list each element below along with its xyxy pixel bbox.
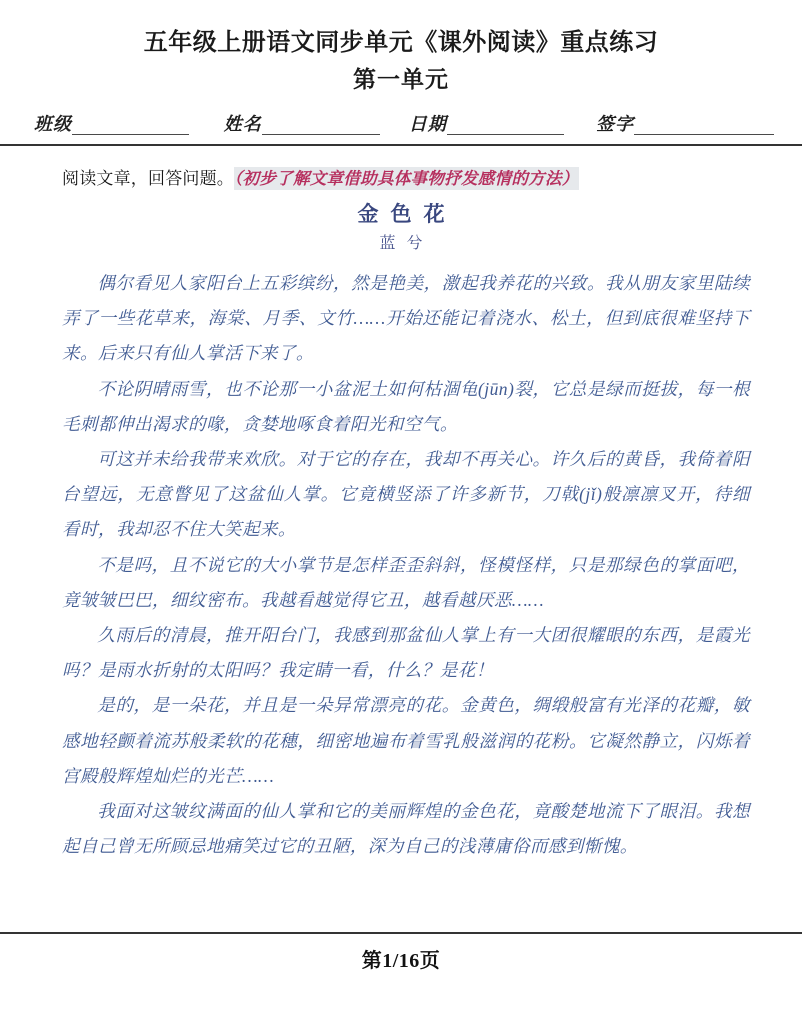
title-block [0,0,802,96]
footer-divider [0,932,802,934]
article-paragraph: 是的，是一朵花，并且是一朵异常漂亮的花。金黄色，绸缎般富有光泽的花瓣，敏感地轻颤着流苏般柔软的花穗，细密地遍布着雪乳般滋润的花粉。它凝然静立，闪烁着宫殿般辉煌灿烂的光芒…… [62,695,750,786]
header-fields-row [0,113,802,135]
field-date-label: 日期 [408,114,447,134]
field-class-label: 班级 [34,114,72,134]
page-number: 第1/16页 [361,950,441,972]
field-signature-input[interactable] [634,117,774,135]
field-signature[interactable] [596,113,774,135]
article-paragraph: 可这并未给我带来欢欣。对于它的存在，我却不再关心。许久后的黄昏，我倚着阳台望远，无意瞥见了这盆仙人掌。它竟横竖添了许多新节，刀戟(jǐ)般凛凛叉开，待细看时，我却忍不住大笑起来。 [62,449,750,540]
field-date-input[interactable] [447,117,564,135]
instruction-line [0,164,802,189]
field-name-label: 姓名 [223,114,262,134]
article-author: 蓝兮 [379,235,434,252]
page-subtitle: 第一单元 [353,67,449,92]
article-title: 金色花 [357,202,457,226]
article-body [0,266,802,864]
instruction-text: 阅读文章，回答问题。 [62,169,234,188]
article-paragraph: 偶尔看见人家阳台上五彩缤纷，然是艳美，激起我养花的兴致。我从朋友家里陆续弄了一些花草来，海棠、月季、文竹……开始还能记着浇水、松土，但到底很难坚持下来。后来只有仙人掌活下来了。 [62,273,750,364]
field-class[interactable] [34,113,189,135]
article-paragraph: 久雨后的清晨，推开阳台门，我感到那盆仙人掌上有一大团很耀眼的东西，是霞光吗？是雨水折射的太阳吗？我定睛一看，什么？是花！ [62,625,750,681]
field-name-input[interactable] [262,117,380,135]
field-date[interactable] [409,113,564,135]
field-signature-label: 签字 [595,114,634,134]
instruction-objective-note: （初步了解文章借助具体事物抒发感情的方法） [234,168,579,188]
header-divider [0,144,802,146]
page-footer [0,944,802,973]
field-name[interactable] [224,113,380,135]
page-title: 五年级上册语文同步单元《课外阅读》重点练习 [143,30,659,56]
field-class-input[interactable] [72,117,189,135]
article-paragraph: 不论阴晴雨雪，也不论那一小盆泥土如何枯涸龟(jūn)裂，它总是绿而挺拔，每一根毛刺都伸出渴求的喙，贪婪地啄食着阳光和空气。 [62,378,750,434]
article-paragraph: 我面对这皱纹满面的仙人掌和它的美丽辉煌的金色花，竟酸楚地流下了眼泪。我想起自己曾无所顾忌地痛笑过它的丑陋，深为自己的浅薄庸俗而感到惭愧。 [62,801,750,857]
article-paragraph: 不是吗，且不说它的大小掌节是怎样歪歪斜斜，怪模怪样，只是那绿色的掌面吧，竟皱皱巴巴，细纹密布。我越看越觉得它丑，越看越厌恶…… [62,554,750,610]
